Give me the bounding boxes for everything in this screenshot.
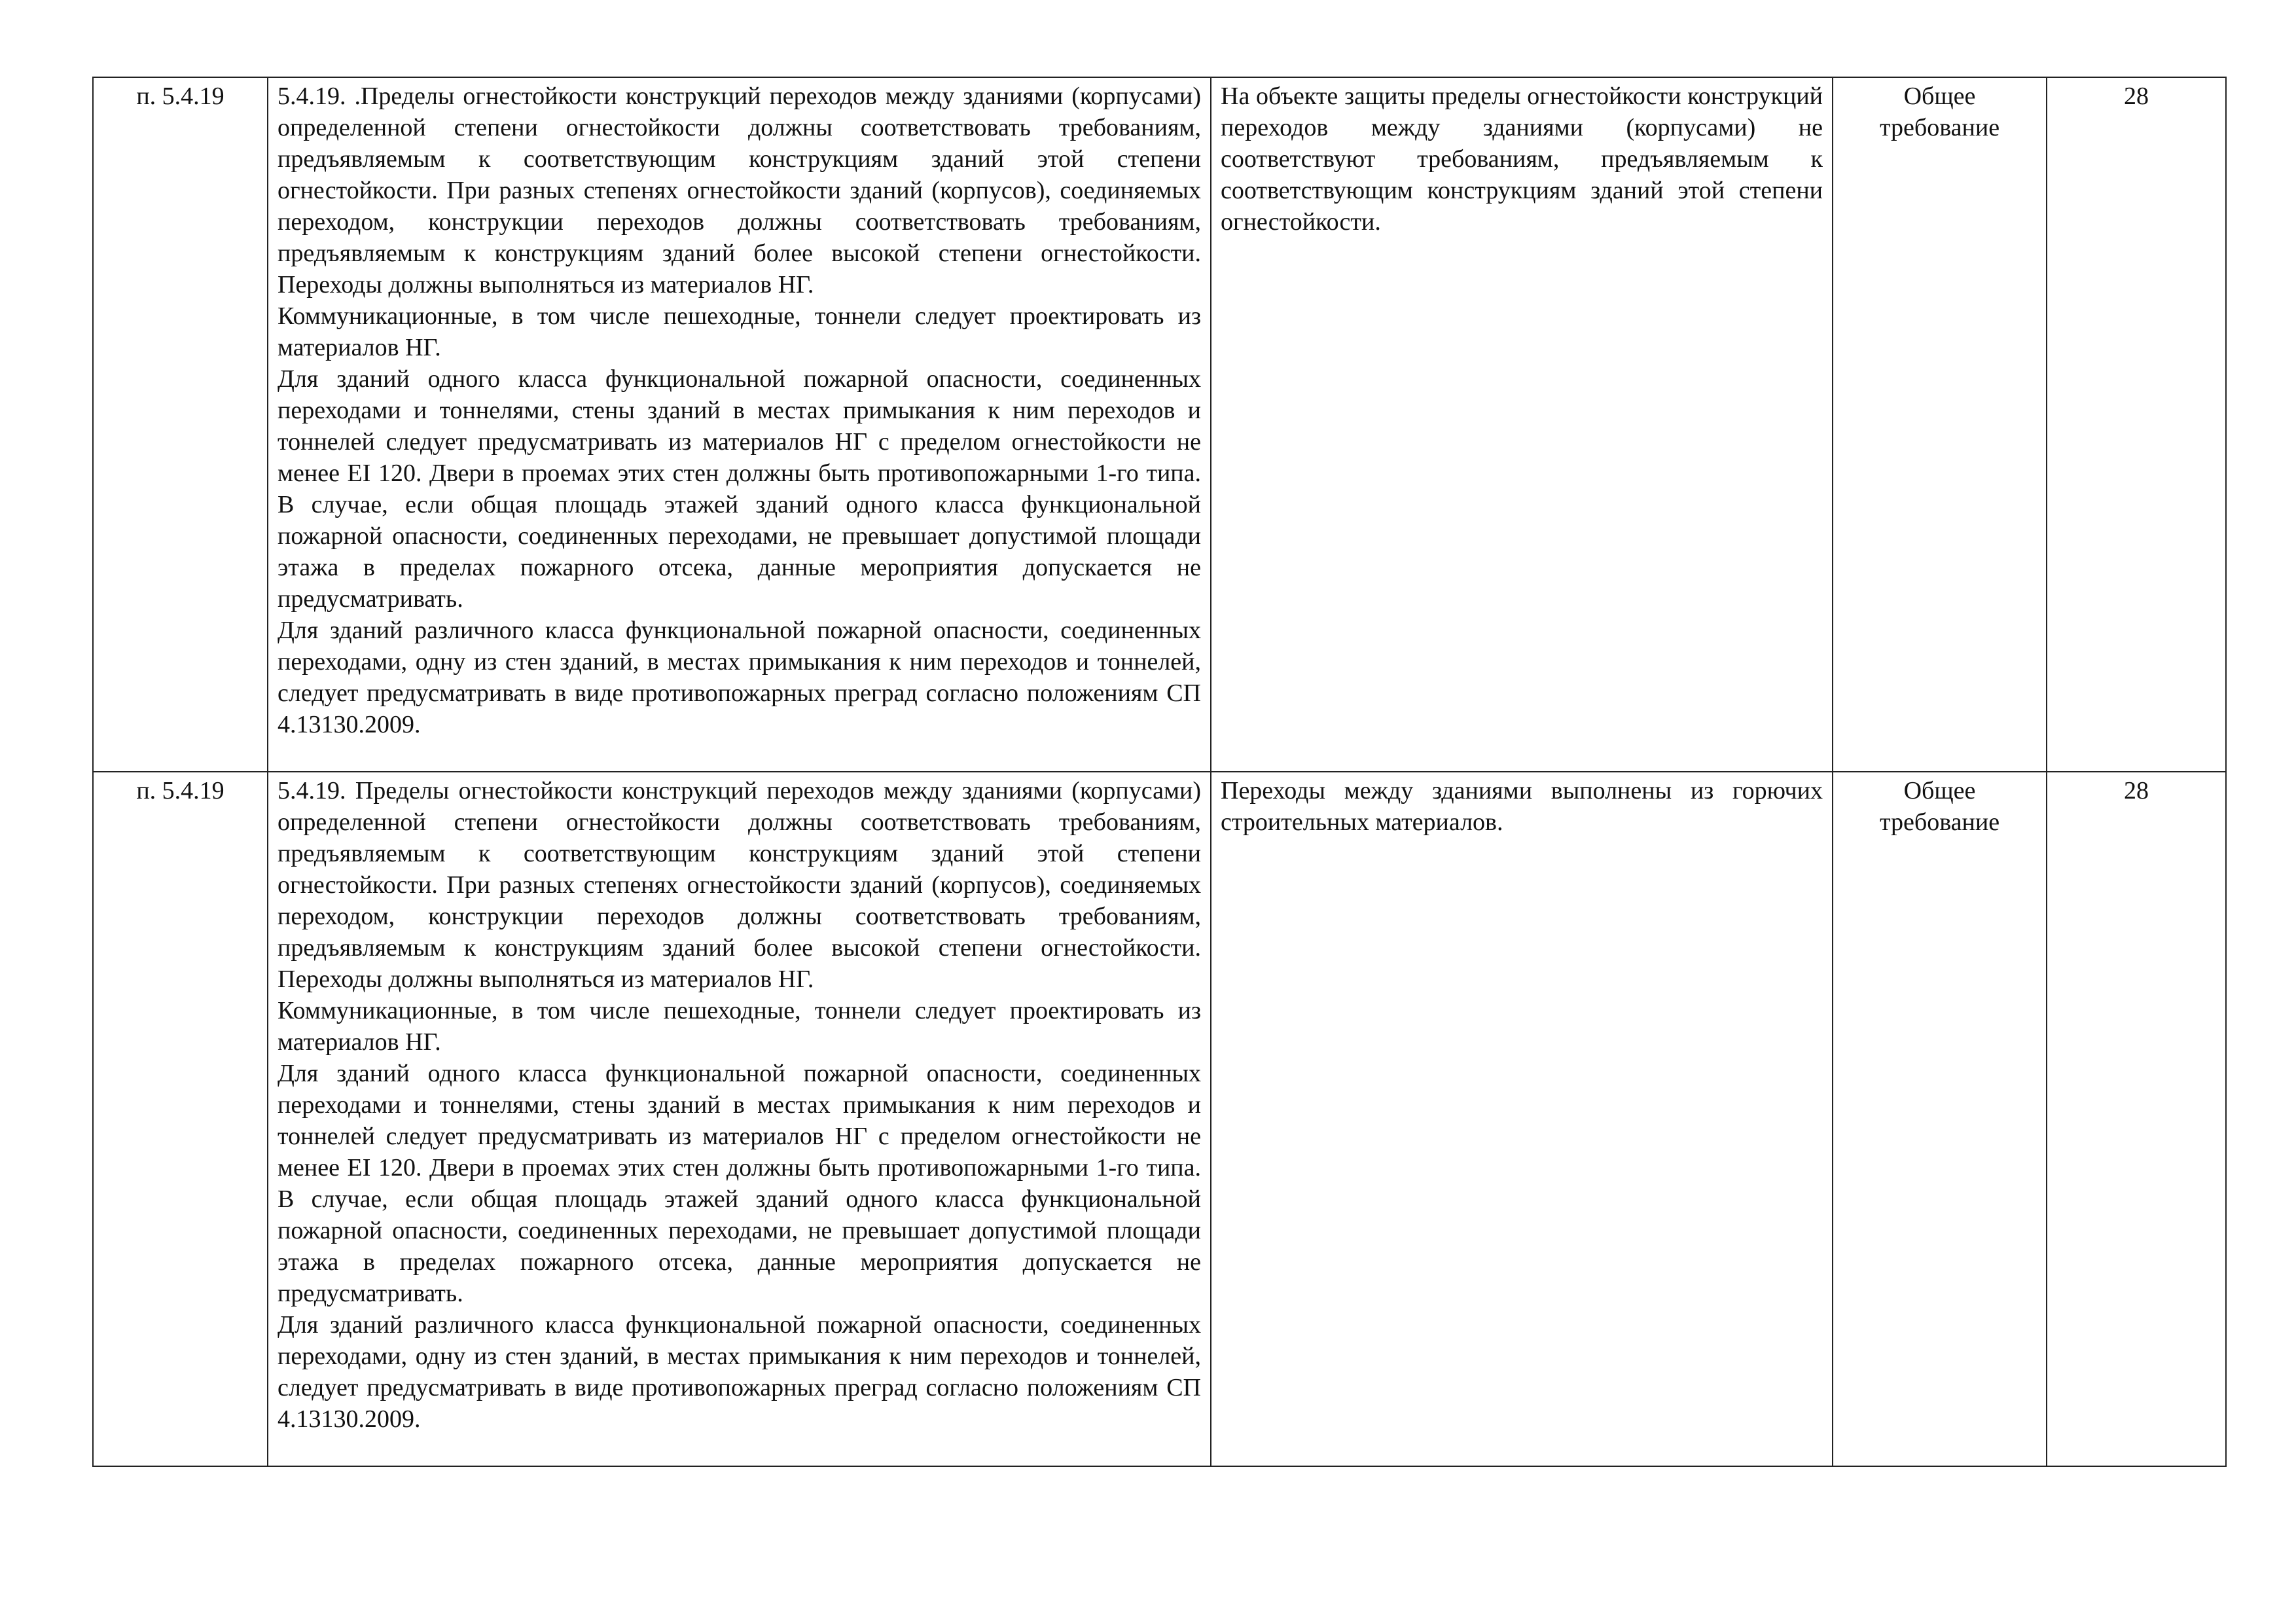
requirement-paragraph: 5.4.19. .Пределы огнестойкости конструкций переходов между зданиями (корпусами) определенной степени огнестойкости должны соответствовать требованиям, предъявляемым к соответствующим конструкциям зданий этой степени огнестойкости. При разных степенях огнестойкости зданий (корпусов), соединяемых переходом, конструкции переходов должны соответствовать требованиям, предъявляемым к конструкциям зданий более высокой степени огнестойкости. Переходы должны выполняться из материалов НГ. bbox=[278, 82, 1201, 298]
violations-table bbox=[92, 77, 2227, 1467]
requirement-paragraph: Коммуникационные, в том числе пешеходные, тоннели следует проектировать из материалов НГ. bbox=[278, 302, 1201, 361]
requirement-cell bbox=[268, 772, 1211, 1466]
requirement-type-text: Общее требование bbox=[1879, 777, 2000, 836]
violation-text: Переходы между зданиями выполнены из горючих строительных материалов. bbox=[1221, 777, 1823, 836]
requirement-type-cell bbox=[1833, 77, 2047, 772]
requirement-paragraph: Для зданий одного класса функциональной пожарной опасности, соединенных переходами и тоннелями, стены зданий в местах примыкания к ним переходов и тоннелей следует предусматривать из материалов НГ с пределом огнестойкости не менее EI 120. Двери в проемах этих стен должны быть противопожарными 1-го типа. В случае, если общая площадь этажей зданий одного класса функциональной пожарной опасности, соединенных переходами, не превышает допустимой площади этажа в пределах пожарного отсека, данные мероприятия допускается не предусматривать. bbox=[278, 1060, 1201, 1307]
violation-text: На объекте защиты пределы огнестойкости конструкций переходов между зданиями (корпусами) не соответствуют требованиям, предъявляемым к соответствующим конструкциям зданий этой степени огнестойкости. bbox=[1221, 82, 1823, 236]
violation-cell bbox=[1211, 77, 1833, 772]
requirement-type-cell bbox=[1833, 772, 2047, 1466]
requirement-type-text: Общее требование bbox=[1879, 82, 2000, 141]
requirement-paragraph: Для зданий различного класса функциональной пожарной опасности, соединенных переходами, одну из стен зданий, в местах примыкания к ним переходов и тоннелей, следует предусматривать в виде противопожарных преград согласно положениям СП 4.13130.2009. bbox=[278, 617, 1201, 738]
number-cell: 28 bbox=[2047, 77, 2226, 772]
requirement-paragraph: Коммуникационные, в том числе пешеходные, тоннели следует проектировать из материалов НГ. bbox=[278, 997, 1201, 1056]
table-row bbox=[93, 772, 2226, 1466]
norm-reference-cell: п. 5.4.19 bbox=[93, 77, 268, 772]
requirement-paragraph: Для зданий различного класса функциональной пожарной опасности, соединенных переходами, одну из стен зданий, в местах примыкания к ним переходов и тоннелей, следует предусматривать в виде противопожарных преград согласно положениям СП 4.13130.2009. bbox=[278, 1311, 1201, 1433]
requirement-cell bbox=[268, 77, 1211, 772]
norm-reference-cell: п. 5.4.19 bbox=[93, 772, 268, 1466]
requirement-paragraph: Для зданий одного класса функциональной пожарной опасности, соединенных переходами и тоннелями, стены зданий в местах примыкания к ним переходов и тоннелей следует предусматривать из материалов НГ с пределом огнестойкости не менее EI 120. Двери в проемах этих стен должны быть противопожарными 1-го типа. В случае, если общая площадь этажей зданий одного класса функциональной пожарной опасности, соединенных переходами, не превышает допустимой площади этажа в пределах пожарного отсека, данные мероприятия допускается не предусматривать. bbox=[278, 365, 1201, 613]
table-row bbox=[93, 77, 2226, 772]
violation-cell bbox=[1211, 772, 1833, 1466]
number-cell: 28 bbox=[2047, 772, 2226, 1466]
requirement-paragraph: 5.4.19. Пределы огнестойкости конструкций переходов между зданиями (корпусами) определенной степени огнестойкости должны соответствовать требованиям, предъявляемым к соответствующим конструкциям зданий этой степени огнестойкости. При разных степенях огнестойкости зданий (корпусов), соединяемых переходом, конструкции переходов должны соответствовать требованиям, предъявляемым к конструкциям зданий более высокой степени огнестойкости. Переходы должны выполняться из материалов НГ. bbox=[278, 777, 1201, 993]
